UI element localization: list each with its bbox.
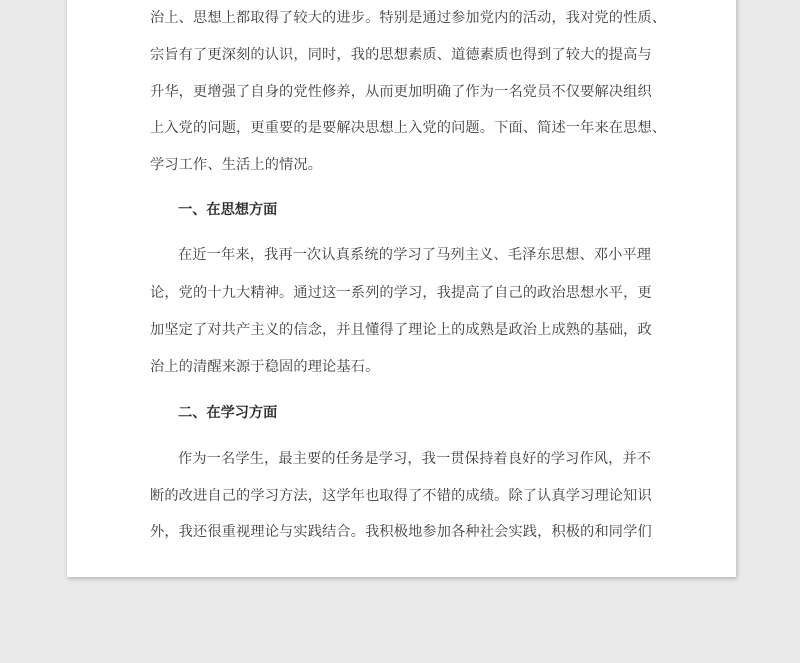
paragraph-line: 论，党的十九大精神。通过这一系列的学习，我提高了自己的政治思想水平，更	[150, 285, 652, 301]
paragraph-line: 在近一年来，我再一次认真系统的学习了马列主义、毛泽东思想、邓小平理	[178, 247, 652, 263]
section-heading-thought: 一、在思想方面	[178, 202, 278, 218]
paragraph-line: 作为一名学生，最主要的任务是学习，我一贯保持着良好的学习作风，并不	[178, 451, 652, 467]
paragraph-line: 加坚定了对共产主义的信念，并且懂得了理论上的成熟是政治上成熟的基础，政	[150, 322, 652, 338]
paragraph-line: 升华，更增强了自身的党性修养，从而更加明确了作为一名党员不仅要解决组织	[150, 84, 652, 100]
paragraph-line: 断的改进自己的学习方法，这学年也取得了不错的成绩。除了认真学习理论知识	[150, 488, 652, 504]
paragraph-line: 外，我还很重视理论与实践结合。我积极地参加各种社会实践，积极的和同学们	[150, 524, 652, 540]
paragraph-line: 学习工作、生活上的情况。	[150, 157, 323, 173]
section-heading-study: 二、在学习方面	[178, 405, 278, 421]
document-page	[67, 0, 736, 577]
paragraph-line: 上入党的问题，更重要的是要解决思想上入党的问题。下面、简述一年来在思想、	[150, 120, 667, 136]
paragraph-line: 治上的清醒来源于稳固的理论基石。	[150, 359, 380, 375]
paragraph-line: 治上、思想上都取得了较大的进步。特别是通过参加党内的活动，我对党的性质、	[150, 10, 667, 26]
paragraph-line: 宗旨有了更深刻的认识，同时，我的思想素质、道德素质也得到了较大的提高与	[150, 47, 652, 63]
